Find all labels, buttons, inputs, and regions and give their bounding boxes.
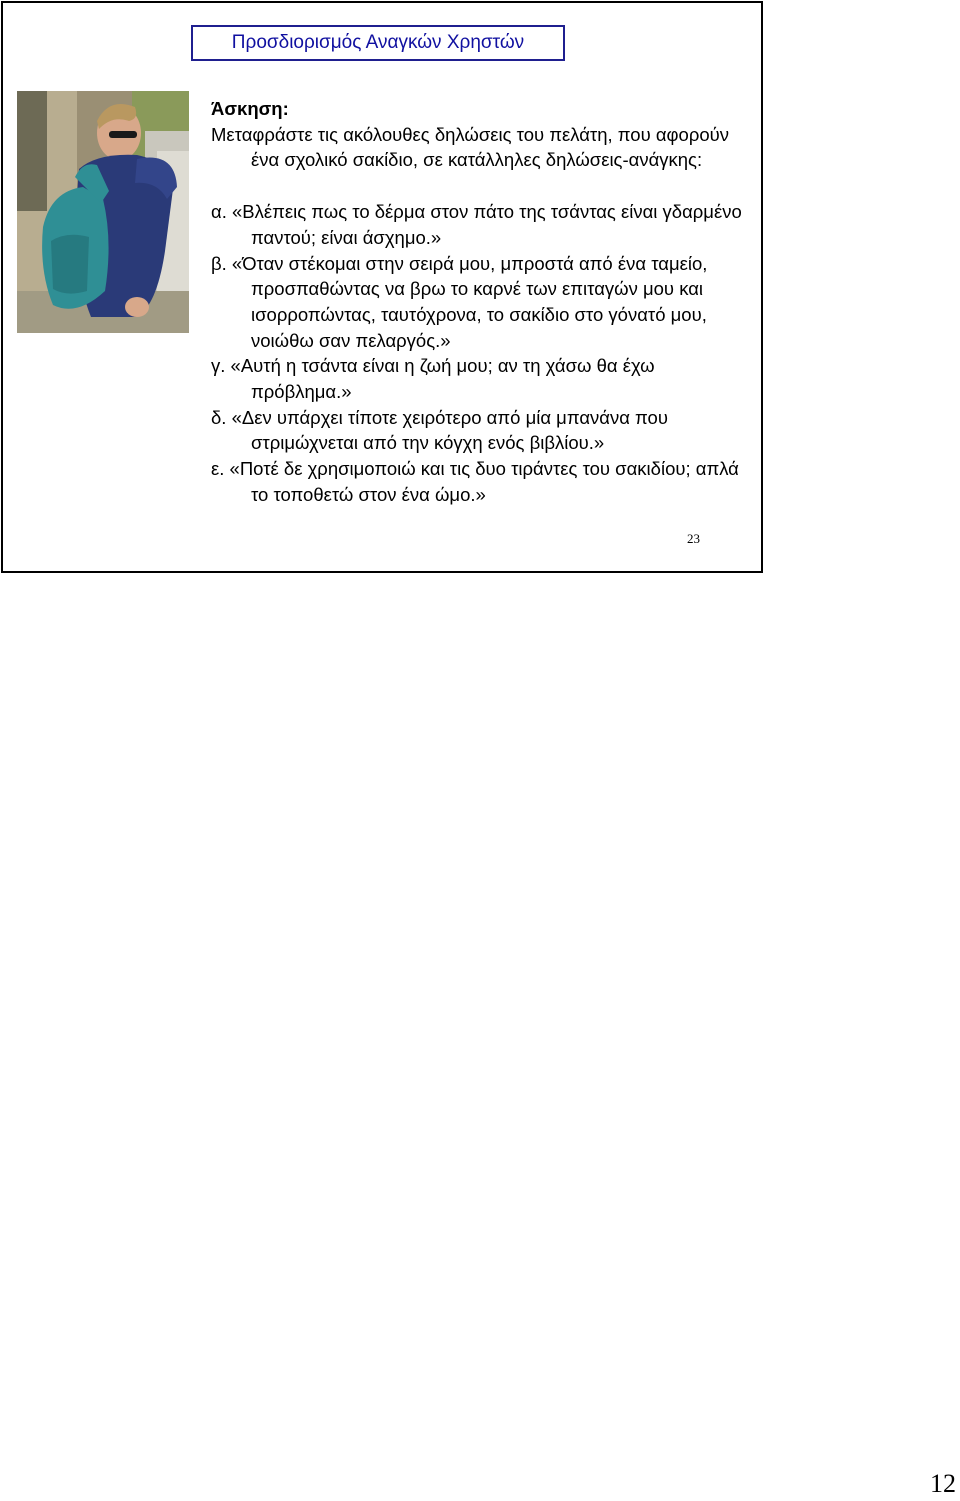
page-number: 12 xyxy=(930,1469,956,1498)
exercise-text xyxy=(211,96,751,508)
statement-e: ε. «Ποτέ δε χρησιμοποιώ και τις δυο τιράντες του σακιδίου; απλά το τοποθετώ στον ένα ώμο.» xyxy=(211,458,739,505)
photo-illustration xyxy=(17,91,189,333)
slide xyxy=(1,1,763,573)
exercise-heading: Άσκηση: xyxy=(211,98,289,119)
slide-title: Προσδιορισμός Αναγκών Χρηστών xyxy=(191,25,565,61)
statement-b: β. «Όταν στέκομαι στην σειρά μου, μπροστά από ένα ταμείο, προσπαθώντας να βρω το καρνέ των επιταγών μου και ισορροπώντας, ταυτόχρονα, το σακίδιο στο γόνατό μου, νοιώθω σαν πελαργός.» xyxy=(211,252,708,351)
exercise-intro: Μεταφράστε τις ακόλουθες δηλώσεις του πελάτη, που αφορούν ένα σχολικό σακίδιο, σε κατάλληλες δηλώσεις-ανάγκης: xyxy=(211,123,730,171)
spacer xyxy=(211,173,751,199)
photo-student-with-backpack xyxy=(17,91,189,333)
slide-number: 23 xyxy=(687,531,700,546)
statement-d: δ. «Δεν υπάρχει τίποτε χειρότερο από μία μπανάνα που στριμώχνεται από την κόγχη ενός βιβλίου.» xyxy=(211,406,668,454)
statement-a: α. «Βλέπεις πως το δέρμα στον πάτο της τσάντας είναι γδαρμένο παντού; είναι άσχημο.» xyxy=(211,201,742,248)
statement-c: γ. «Αυτή η τσάντα είναι η ζωή μου; αν τη χάσω θα έχω πρόβλημα.» xyxy=(211,355,655,403)
